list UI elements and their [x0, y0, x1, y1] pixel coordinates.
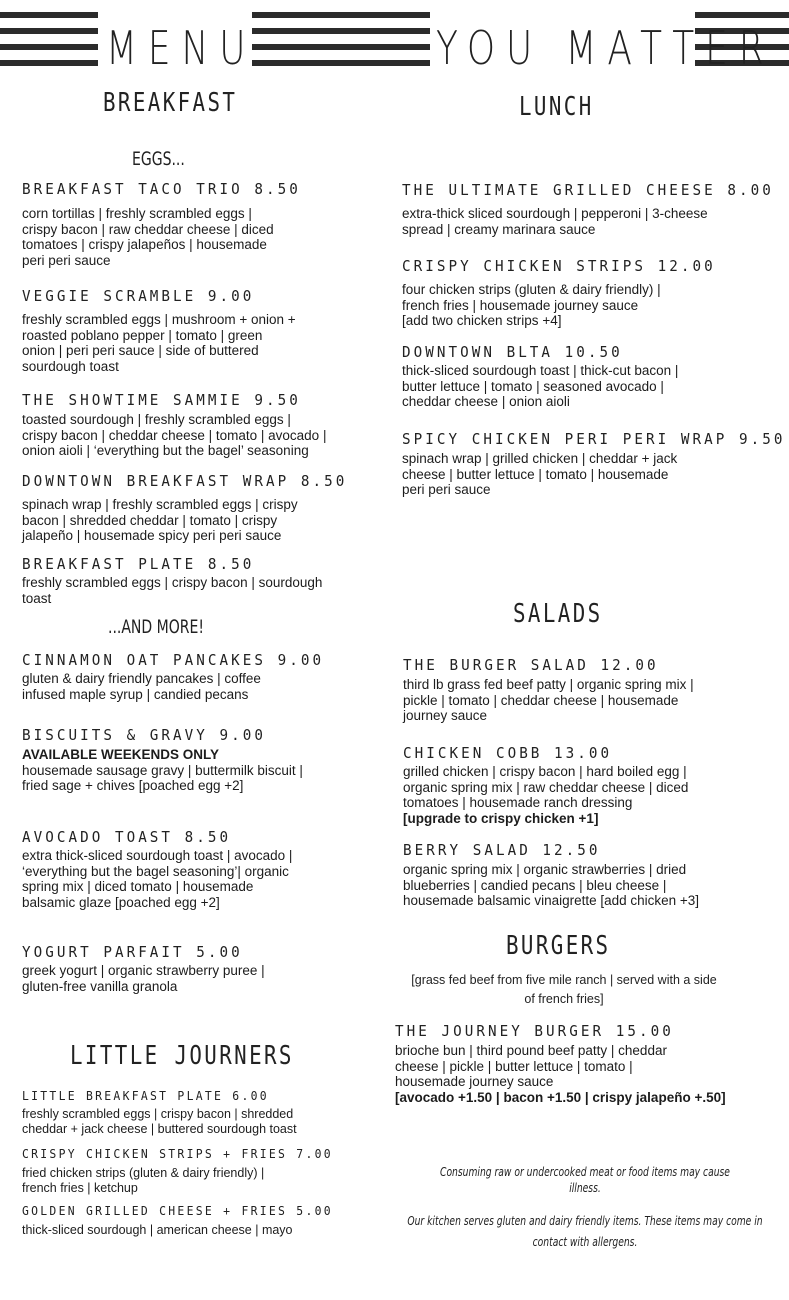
menu-item-title: CINNAMON OAT PANCAKES 9.00: [22, 651, 325, 669]
menu-item-title: THE ULTIMATE GRILLED CHEESE 8.00: [402, 181, 774, 199]
menu-title: MENU: [106, 21, 257, 75]
allergen-notice: Our kitchen serves gluten and dairy friendly items. These items may come in contact with allergens.: [407, 1214, 763, 1249]
menu-item-description: toasted sourdough | freshly scrambled eggs | crispy bacon | cheddar cheese | tomato | avocado | onion aioli | ‘everything but the bagel’ seasoning: [22, 412, 327, 459]
header-stripes-middle: [252, 12, 430, 84]
lunch-heading: LUNCH: [519, 92, 594, 122]
menu-item-description: corn tortillas | freshly scrambled eggs | crispy bacon | raw cheddar cheese | diced tomatoes | crispy jalapeños | housemade peri peri sauce: [22, 206, 274, 268]
menu-item-description: grilled chicken | crispy bacon | hard boiled egg | organic spring mix | raw cheddar cheese | diced tomatoes | housemade ranch dressing [upgrade to crispy chicken +1]: [403, 764, 689, 826]
menu-item-title: AVOCADO TOAST 8.50: [22, 828, 232, 846]
burgers-note: [grass fed beef from five mile ranch | served with a side of french fries]: [411, 973, 717, 1006]
menu-item-description: extra thick-sliced sourdough toast | avocado | ‘everything but the bagel seasoning’| organic spring mix | diced tomato | housemade balsamic glaze [poached egg +2]: [22, 848, 293, 910]
burgers-heading: BURGERS: [506, 931, 611, 961]
menu-item-description: four chicken strips (gluten & dairy friendly) | french fries | housemade journey sauce [add two chicken strips +4]: [402, 282, 661, 329]
menu-item-title: BREAKFAST TACO TRIO 8.50: [22, 180, 301, 198]
little-journers-heading: LITTLE JOURNERS: [70, 1041, 294, 1071]
menu-item-title: CRISPY CHICKEN STRIPS 12.00: [402, 257, 716, 275]
eggs-subheading: EGGS...: [132, 148, 185, 170]
menu-item-title: BISCUITS & GRAVY 9.00: [22, 726, 267, 744]
raw-food-warning: Consuming raw or undercooked meat or food items may cause illness.: [440, 1165, 730, 1195]
menu-item-description: freshly scrambled eggs | crispy bacon | shredded cheddar + jack cheese | buttered sourdough toast: [22, 1107, 297, 1136]
menu-item-title: THE SHOWTIME SAMMIE 9.50: [22, 391, 301, 409]
menu-item-title: CRISPY CHICKEN STRIPS + FRIES 7.00: [22, 1147, 333, 1161]
menu-item-title: LITTLE BREAKFAST PLATE 6.00: [22, 1089, 269, 1103]
menu-item-title: THE BURGER SALAD 12.00: [403, 656, 659, 674]
menu-item-description: greek yogurt | organic strawberry puree | gluten-free vanilla granola: [22, 963, 265, 994]
menu-item-description: third lb grass fed beef patty | organic spring mix | pickle | tomato | cheddar cheese | housemade journey sauce: [403, 677, 694, 724]
menu-item-title: BREAKFAST PLATE 8.50: [22, 555, 255, 573]
menu-item-title: YOGURT PARFAIT 5.00: [22, 943, 243, 961]
menu-item-description: spinach wrap | freshly scrambled eggs | crispy bacon | shredded cheddar | tomato | crispy jalapeño | housemade spicy peri peri sauce: [22, 497, 298, 544]
menu-item-description: organic spring mix | organic strawberries | dried blueberries | candied pecans | bleu cheese | housemade balsamic vinaigrette [add chicken +3]: [403, 862, 700, 909]
menu-item-title: GOLDEN GRILLED CHEESE + FRIES 5.00: [22, 1204, 333, 1218]
menu-item-title: CHICKEN COBB 13.00: [403, 744, 613, 762]
and-more-subheading: ...AND MORE!: [108, 616, 205, 638]
you-matter-title: YOU MATTER: [436, 21, 775, 75]
menu-item-description: freshly scrambled eggs | mushroom + onion + roasted poblano pepper | tomato | green onion | peri peri sauce | side of buttered sourdough toast: [22, 312, 296, 374]
menu-item-title: SPICY CHICKEN PERI PERI WRAP 9.50: [402, 430, 786, 448]
menu-item-description: brioche bun | third pound beef patty | cheddar cheese | pickle | butter lettuce | tomato | housemade journey sauce [avocado +1.50 | bacon +1.50 | crispy jalapeño +.50]: [395, 1043, 726, 1105]
menu-item-title: DOWNTOWN BREAKFAST WRAP 8.50: [22, 472, 348, 490]
menu-item-title: VEGGIE SCRAMBLE 9.00: [22, 287, 255, 305]
menu-item-description: gluten & dairy friendly pancakes | coffee infused maple syrup | candied pecans: [22, 671, 261, 702]
salads-heading: SALADS: [513, 599, 603, 629]
menu-item-description: thick-sliced sourdough | american cheese | mayo: [22, 1223, 293, 1237]
header-stripes-left: [0, 12, 98, 84]
breakfast-heading: BREAKFAST: [103, 88, 238, 118]
menu-item-description: AVAILABLE WEEKENDS ONLY housemade sausage gravy | buttermilk biscuit | fried sage + chives [poached egg +2]: [22, 747, 303, 794]
menu-item-title: DOWNTOWN BLTA 10.50: [402, 343, 623, 361]
menu-item-description: thick-sliced sourdough toast | thick-cut bacon | butter lettuce | tomato | seasoned avocado | cheddar cheese | onion aioli: [402, 363, 679, 410]
menu-item-title: THE JOURNEY BURGER 15.00: [395, 1022, 674, 1040]
menu-item-title: BERRY SALAD 12.50: [403, 841, 601, 859]
menu-item-description: extra-thick sliced sourdough | pepperoni | 3-cheese spread | creamy marinara sauce: [402, 206, 708, 237]
menu-item-description: fried chicken strips (gluten & dairy friendly) | french fries | ketchup: [22, 1166, 265, 1195]
menu-item-description: freshly scrambled eggs | crispy bacon | sourdough toast: [22, 575, 323, 606]
menu-item-description: spinach wrap | grilled chicken | cheddar + jack cheese | butter lettuce | tomato | housemade peri peri sauce: [402, 451, 678, 498]
